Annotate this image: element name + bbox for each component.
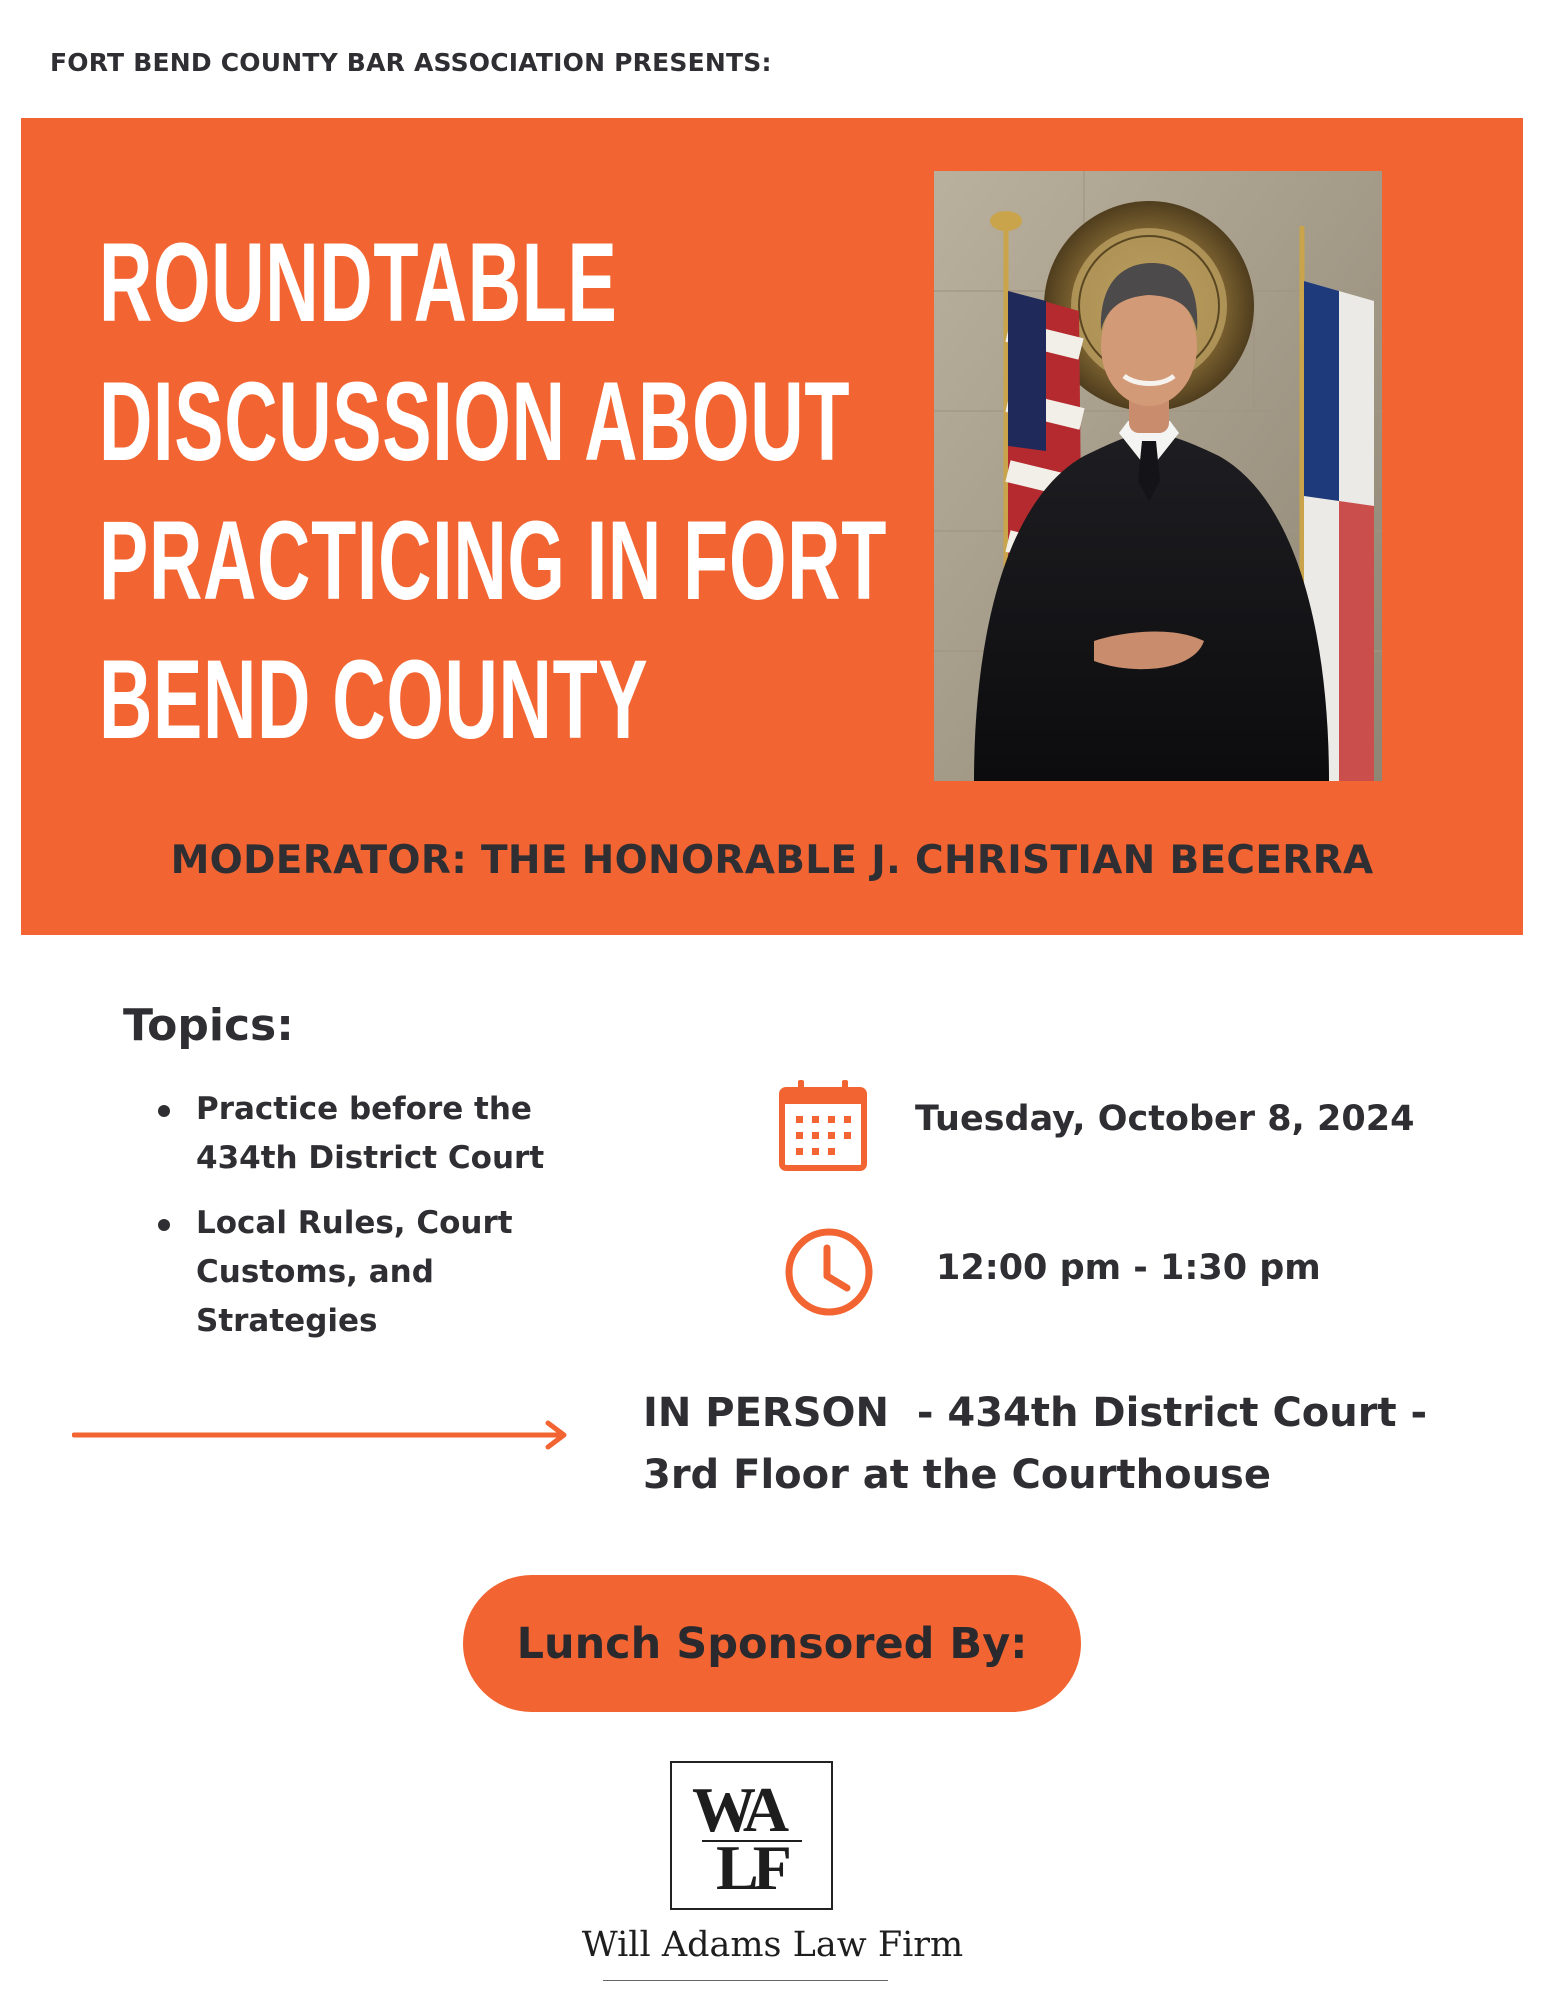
title-line: ROUNDTABLE: [99, 220, 618, 345]
bullet-icon: [158, 1219, 170, 1231]
svg-text:LF: LF: [716, 1832, 786, 1903]
svg-text:WA: WA: [692, 1774, 784, 1845]
topics-list: [150, 1085, 610, 1362]
clock-icon: [783, 1226, 875, 1322]
bullet-icon: [158, 1105, 170, 1117]
list-item: [150, 1199, 610, 1346]
location-line: IN PERSON - 434th District Court -: [643, 1390, 1428, 1436]
presenter-line: FORT BEND COUNTY BAR ASSOCIATION PRESENTS:: [50, 48, 772, 77]
topics-heading: Topics:: [123, 1000, 294, 1051]
walf-logo: [670, 1761, 833, 1910]
moderator-line: MODERATOR: THE HONORABLE J. CHRISTIAN BECERRA: [170, 838, 1374, 883]
title-line: BEND COUNTY: [99, 637, 649, 762]
firm-divider: [603, 1980, 888, 1981]
event-title: [99, 213, 888, 769]
event-time: 12:00 pm - 1:30 pm: [936, 1248, 1321, 1288]
event-location: [643, 1382, 1463, 1506]
location-line: 3rd Floor at the Courthouse: [643, 1452, 1271, 1498]
event-date: Tuesday, October 8, 2024: [915, 1099, 1415, 1139]
title-banner: [21, 118, 1523, 935]
arrow-right-icon: [72, 1420, 572, 1454]
topic-text: Practice before the 434th District Court: [196, 1091, 545, 1176]
title-line: PRACTICING IN FORT: [99, 498, 888, 623]
list-item: [150, 1085, 610, 1183]
sponsor-badge: [463, 1575, 1081, 1712]
firm-name: Will Adams Law Firm: [581, 1925, 964, 1965]
sponsor-label: Lunch Sponsored By:: [516, 1618, 1028, 1669]
judge-portrait: [934, 171, 1382, 781]
calendar-icon: [778, 1078, 868, 1176]
title-line: DISCUSSION ABOUT: [99, 359, 851, 484]
topic-text: Local Rules, Court Customs, and Strategies: [196, 1205, 513, 1339]
